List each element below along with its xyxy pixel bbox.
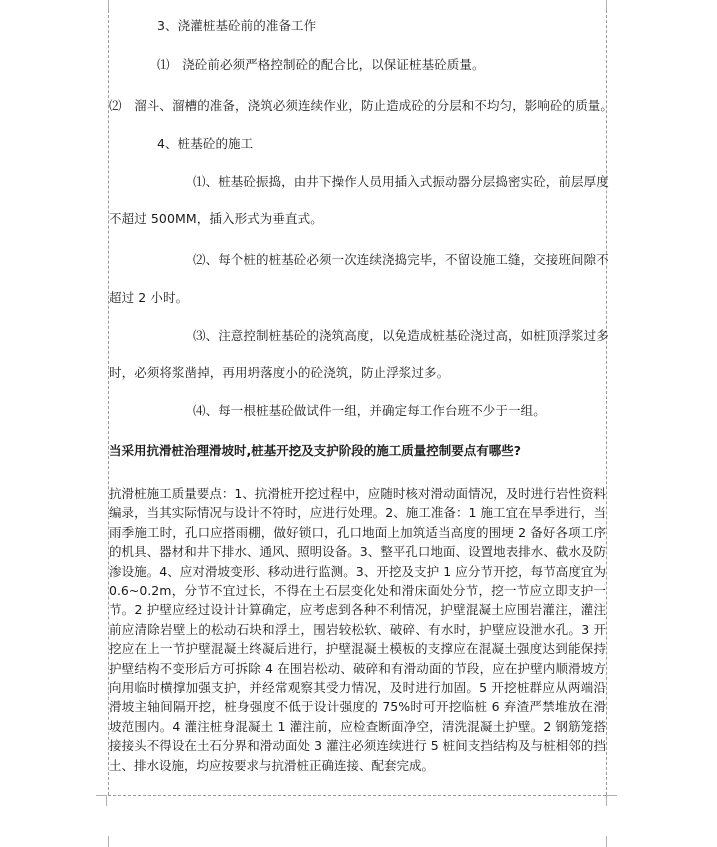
paragraph-line: ⑶、注意控制桩基砼的浇筑高度，以免造成桩基砼浇过高，如桩顶浮浆过多 — [193, 328, 609, 343]
section-heading: 4、桩基砼的施工 — [157, 136, 254, 151]
paragraph-line: ⑵ 溜斗、溜槽的准备，浇筑必须连续作业，防止造成砼的分层和不均匀，影响砼的质量。 — [109, 98, 614, 113]
page-boundary-bottom — [108, 795, 606, 796]
page-boundary-right — [606, 0, 607, 795]
crop-mark — [98, 0, 109, 10]
crop-mark — [606, 836, 617, 847]
paragraph-line: 超过 2 小时。 — [109, 290, 189, 305]
crop-mark — [606, 795, 617, 806]
paragraph-line: 不超过 500MM，插入形式为垂直式。 — [109, 211, 323, 226]
paragraph-line: ⑵、每个桩的桩基砼必须一次连续浇捣完毕，不留设施工缝，交接班间隙不 — [193, 252, 609, 267]
paragraph-line: ⑷、每一根桩基砼做试件一组，并确定每工作台班不少于一组。 — [193, 403, 546, 418]
paragraph-line: ⑴、桩基砼振捣，由井下操作人员用插入式振动器分层捣密实砼，前层厚度 — [193, 174, 609, 189]
crop-mark — [606, 0, 617, 10]
paragraph-line: ⑴ 浇砼前必须严格控制砼的配合比，以保证桩基砼质量。 — [157, 57, 485, 72]
crop-mark — [98, 836, 109, 847]
paragraph-line: 时，必须将浆凿掉，再用坍落度小的砼浇筑，防止浮浆过多。 — [109, 365, 450, 380]
question-heading: 当采用抗滑桩治理滑坡时,桩基开挖及支护阶段的施工质量控制要点有哪些? — [109, 443, 522, 458]
section-heading: 3、浇灌桩基砼前的准备工作 — [157, 18, 317, 33]
answer-paragraph: 抗滑桩施工质量要点：1、抗滑桩开挖过程中，应随时核对滑动面情况，及时进行岩性资料编录，当其实际情况与设计不符时，应进行处理。2、施工准备：1 施工宜在旱季进行，当雨季施工时，孔口应搭雨棚，做好锁口，孔口地面上加筑适当高度的围埂 2 备好各项工序的机具、器材和井下排水、通风、照明设备。3、整平孔口地面、设置地表排水、截水及防渗设施。4、应对滑坡变形、移动进行监测。3、开挖及支护 1 应分节开挖，每节高度宜为 0.6~0.2m，分节不宜过长，不得在土石层变化处和滑床面处分节，挖一节应立即支护一节。2 护壁应经过设计计算确定，应考虑到各种不利情况，护壁混凝土应围岩灌注，灌注前应清除岩壁上的松动石块和浮土，围岩较松软、破碎、有水时，护壁应设泄水孔。3 开挖应在上一节护壁混凝土终凝后进行，护壁混凝土模板的支撑应在混凝土强度达到能保持护壁结构不变形后方可拆除 4 在围岩松动、破碎和有滑动面的节段，应在护壁内顺滑坡方向用临时横撑加强支护，并经常观察其受力情况，及时进行加固。5 开挖桩群应从两端沿滑坡主轴间隔开挖，桩身强度不低于设计强度的 75%时可开挖临桩 6 弃渣严禁堆放在滑坡范围内。4 灌注桩身混凝土 1 灌注前，应检查断面净空，清洗混凝土护壁。2 钢筋笼搭接接头不得设在土石分界和滑动面处 3 灌注必须连续进行 5 桩间支挡结构及与桩相邻的挡土、排水设施，均应按要求与抗滑桩正确连接、配套完成。 — [109, 486, 606, 773]
crop-mark — [96, 795, 107, 806]
